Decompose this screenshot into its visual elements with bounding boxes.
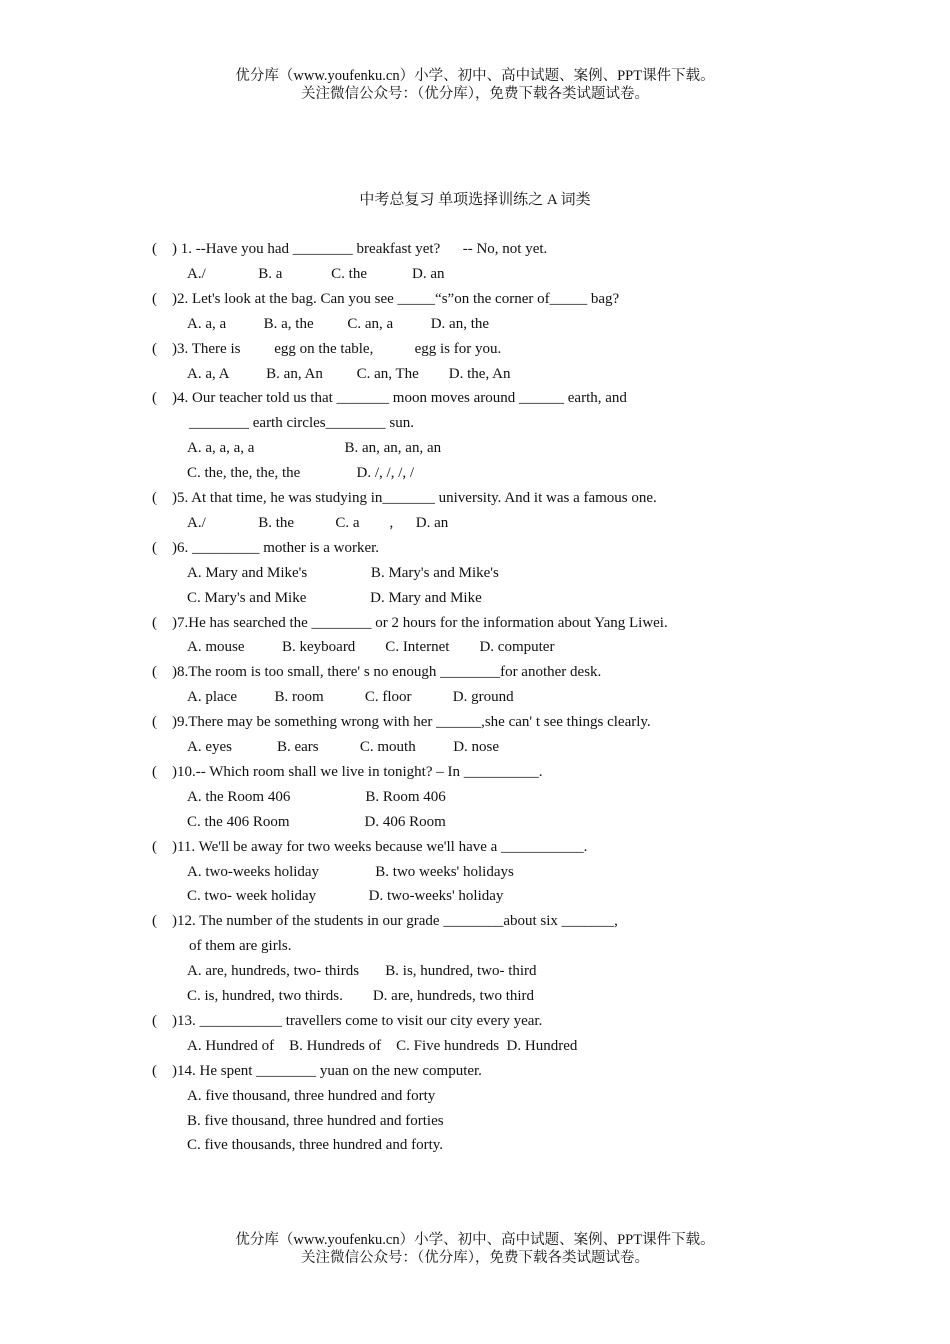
answer-options: A. a, a, a, a B. an, an, an, an	[187, 440, 442, 457]
answer-options: A. five thousand, three hundred and forty	[187, 1087, 436, 1104]
header-line-2: 关注微信公众号：（优分库），免费下载各类试题试卷。	[301, 86, 649, 102]
answer-options: A. two-weeks holiday B. two weeks' holidays	[187, 863, 514, 880]
question-stem: ( )13. ___________ travellers come to visit our city every year.	[152, 1012, 543, 1029]
question-continuation: of them are girls.	[189, 938, 292, 955]
answer-options: A. are, hundreds, two- thirds B. is, hundred, two- third	[187, 963, 537, 980]
question-stem: ( )4. Our teacher told us that _______ moon moves around ______ earth, and	[152, 390, 627, 407]
answer-options: C. two- week holiday D. two-weeks' holiday	[187, 888, 504, 905]
question-stem: ( )12. The number of the students in our grade ________about six _______,	[152, 913, 618, 930]
answer-options: C. the 406 Room D. 406 Room	[187, 813, 446, 830]
question-stem: ( )8.The room is too small, there' s no enough ________for another desk.	[152, 664, 602, 681]
footer-line-1: 优分库（www.youfenku.cn）小学、初中、高中试题、案例、PPT课件下载。	[235, 1232, 715, 1248]
answer-options: C. Mary's and Mike D. Mary and Mike	[187, 589, 482, 606]
answer-options: A. a, A B. an, An C. an, The D. the, An	[187, 365, 511, 382]
page-header	[0, 67, 950, 103]
question-continuation: ________ earth circles________ sun.	[189, 415, 414, 432]
footer-line-2: 关注微信公众号：（优分库），免费下载各类试题试卷。	[301, 1250, 649, 1266]
answer-options: A. eyes B. ears C. mouth D. nose	[187, 739, 500, 755]
question-stem: ( ) 1. --Have you had ________ breakfast yet? -- No, not yet.	[152, 241, 548, 257]
answer-options: A./ B. a C. the D. an	[187, 265, 445, 282]
question-stem: ( )3. There is egg on the table, egg is for you.	[152, 340, 502, 357]
answer-options: C. the, the, the, the D. /, /, /, /	[187, 465, 415, 482]
question-stem: ( )5. At that time, he was studying in_______ university. And it was a famous one.	[152, 490, 657, 506]
answer-options: A./ B. the C. a , D. an	[187, 514, 449, 531]
header-line-1: 优分库（www.youfenku.cn）小学、初中、高中试题、案例、PPT课件下载。	[235, 68, 715, 84]
question-stem: ( )6. _________ mother is a worker.	[152, 539, 380, 556]
document-title: 中考总复习 单项选择训练之 A 词类	[359, 192, 591, 208]
question-stem: ( )10.-- Which room shall we live in tonight? – In __________.	[152, 763, 543, 780]
question-stem: ( )9.There may be something wrong with her ______,she can' t see things clearly.	[152, 714, 651, 731]
answer-options: A. the Room 406 B. Room 406	[187, 788, 446, 805]
answer-options: A. mouse B. keyboard C. Internet D. computer	[187, 639, 555, 656]
page-footer	[0, 1231, 950, 1267]
question-stem: ( )11. We'll be away for two weeks because we'll have a ___________.	[152, 838, 588, 855]
answer-options: A. place B. room C. floor D. ground	[187, 689, 514, 706]
answer-options: B. five thousand, three hundred and forties	[187, 1112, 444, 1129]
question-stem: ( )7.He has searched the ________ or 2 hours for the information about Yang Liwei.	[152, 614, 668, 631]
answer-options: A. Mary and Mike's B. Mary's and Mike's	[187, 564, 499, 581]
question-stem: ( )14. He spent ________ yuan on the new computer.	[152, 1062, 482, 1079]
answer-options: C. five thousands, three hundred and forty.	[187, 1137, 444, 1154]
question-stem: ( )2. Let's look at the bag. Can you see _____“s”on the corner of_____ bag?	[152, 290, 620, 307]
answer-options: A. Hundred of B. Hundreds of C. Five hundreds D. Hundred	[187, 1037, 578, 1054]
answer-options: C. is, hundred, two thirds. D. are, hundreds, two third	[187, 988, 535, 1004]
answer-options: A. a, a B. a, the C. an, a D. an, the	[187, 315, 490, 332]
